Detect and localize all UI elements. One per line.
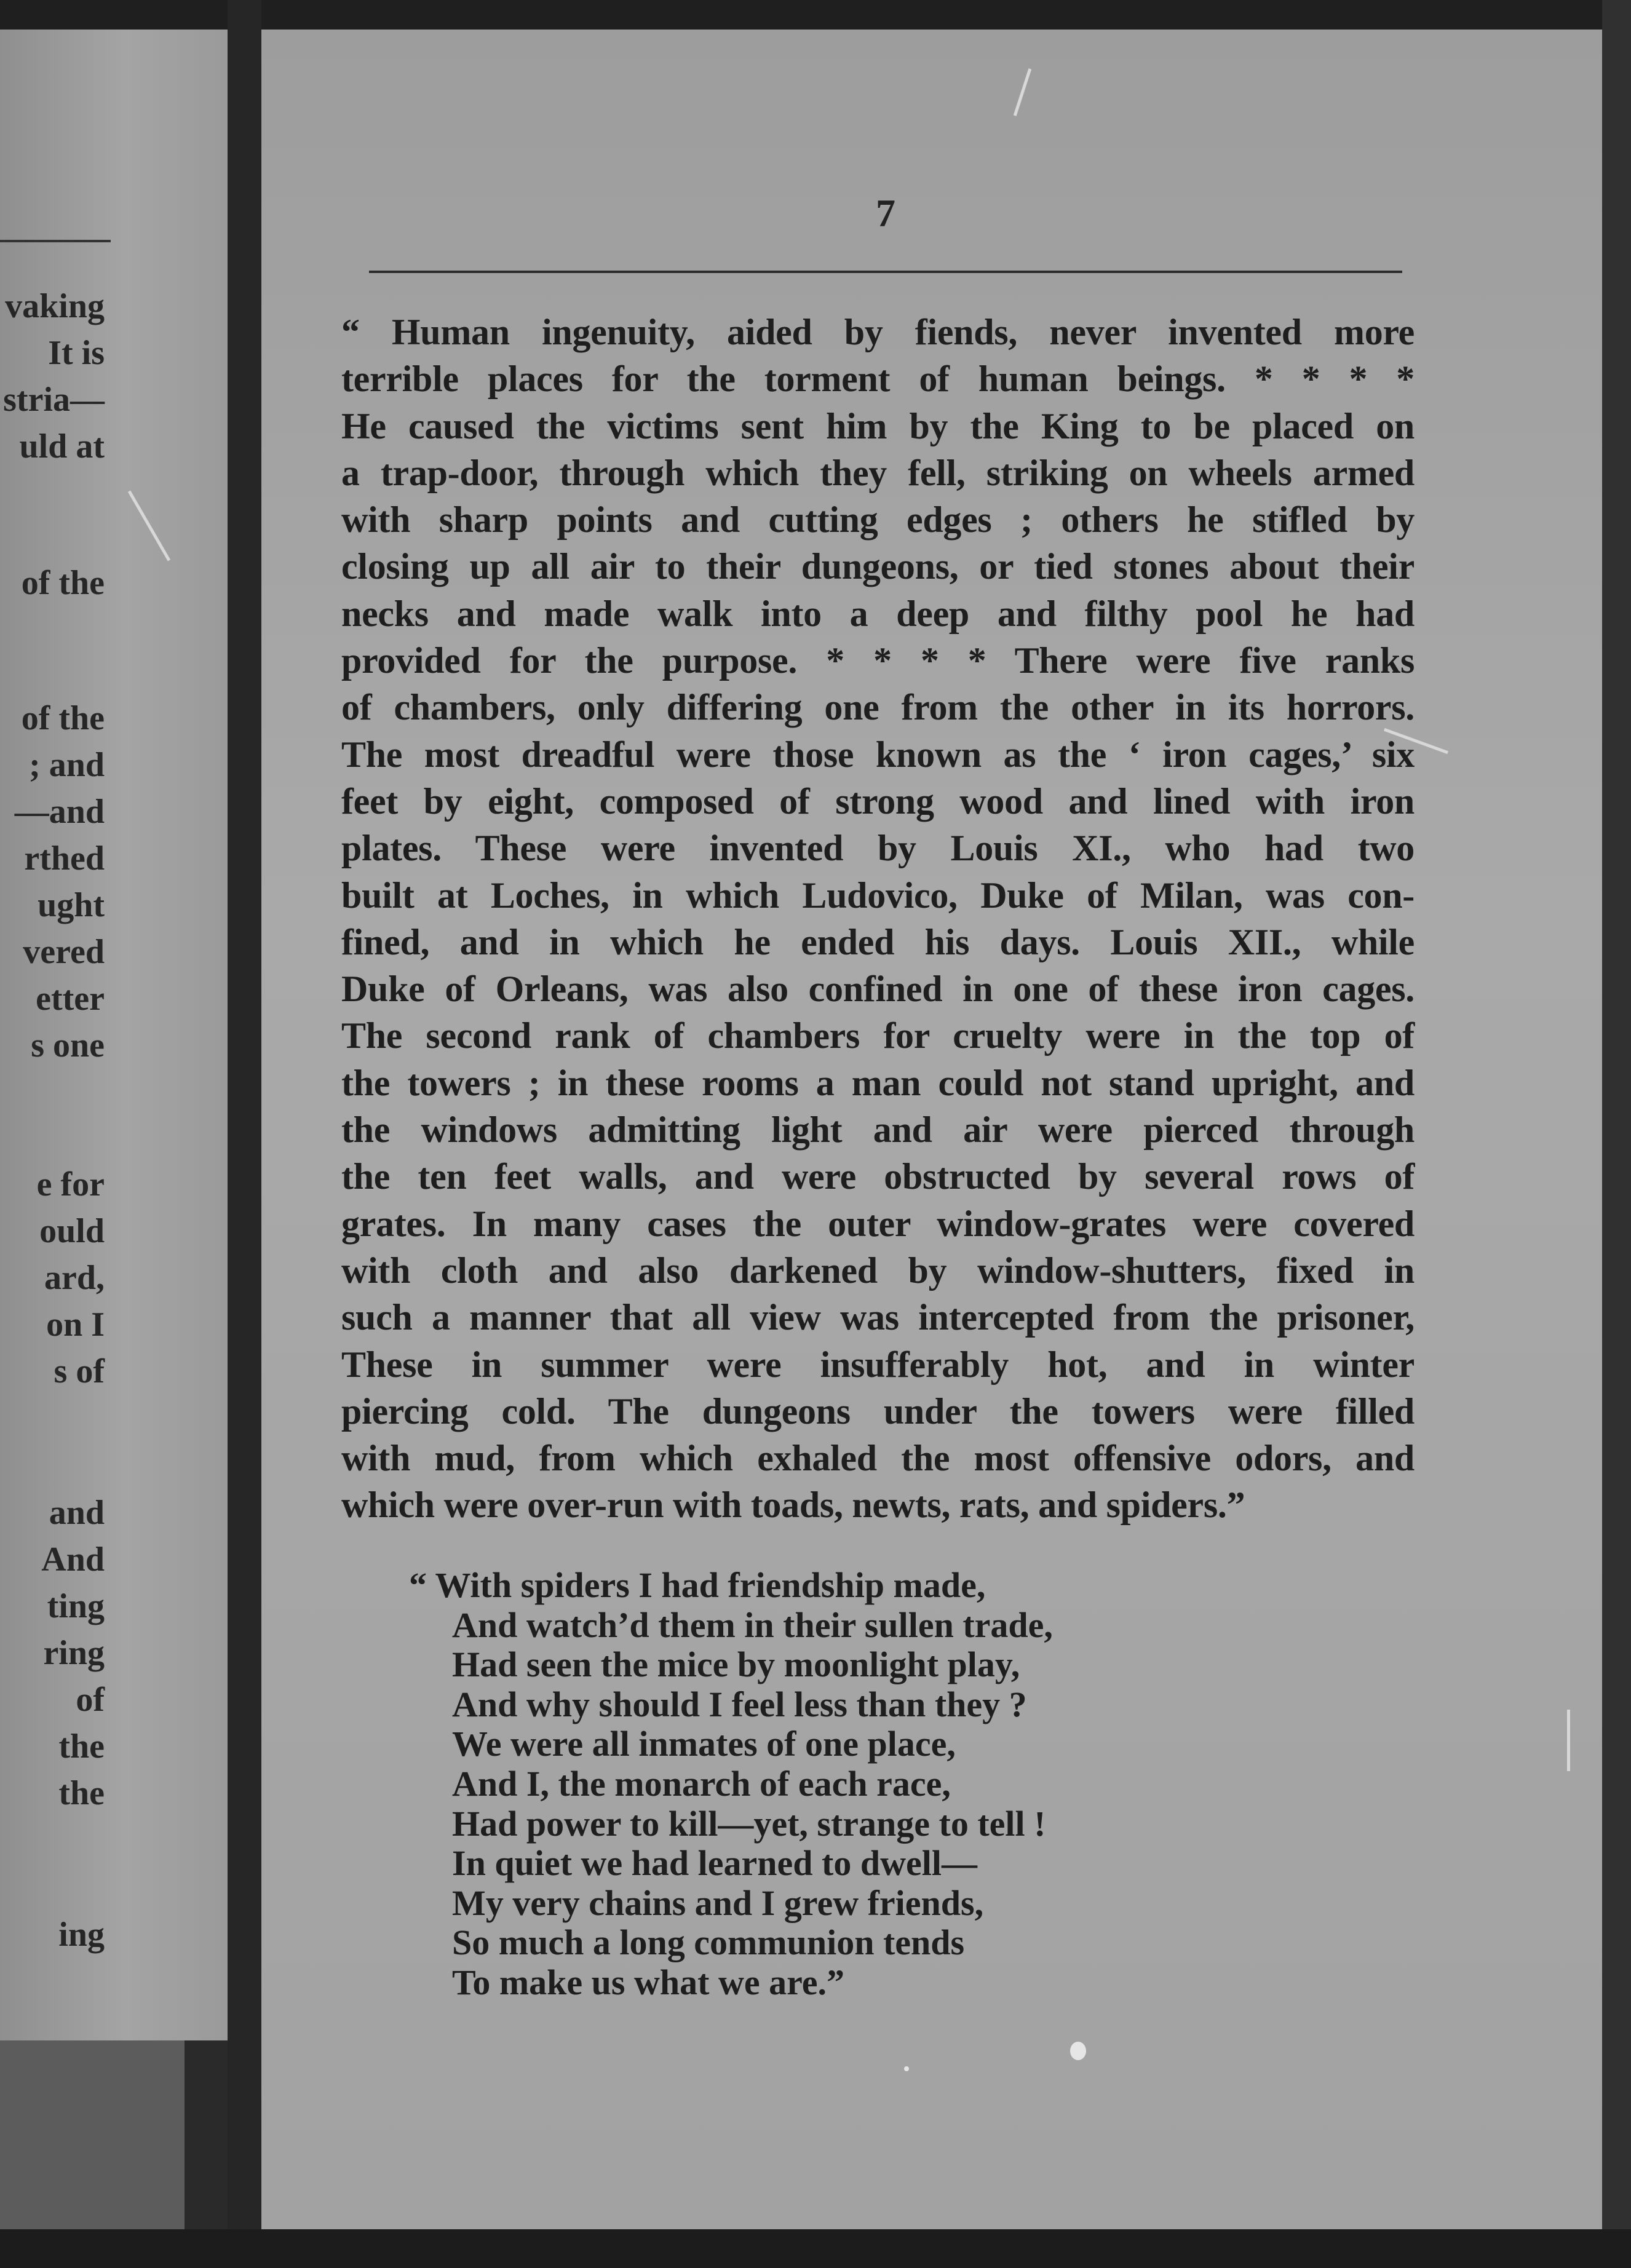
left-page-fragment: and	[49, 1494, 105, 1532]
left-page-edge	[0, 2040, 185, 2231]
text-line: the windows admitting light and air were pierced through	[341, 1109, 1415, 1151]
left-page-fragment: ught	[38, 886, 105, 924]
left-page-fragment: ould	[39, 1212, 105, 1250]
text-line: Duke of Orleans, was also confined in one of these iron cages.	[341, 969, 1415, 1010]
left-page-fragment: on I	[46, 1306, 105, 1344]
scan-bottom-border	[0, 2229, 1631, 2268]
left-page-fragment: of the	[21, 699, 105, 737]
left-page-fragment: ring	[43, 1634, 105, 1672]
verse-line: Had seen the mice by moonlight play,	[452, 1644, 1020, 1685]
left-page-fragment: s of	[54, 1352, 105, 1390]
text-line: the towers ; in these rooms a man could not stand upright, and	[341, 1062, 1415, 1103]
left-page	[0, 30, 228, 2040]
text-line: He caused the victims sent him by the King to be placed on	[341, 405, 1415, 446]
left-page-fragment: uld at	[19, 427, 105, 466]
verse-line: We were all inmates of one place,	[452, 1724, 956, 1764]
text-line: necks and made walk into a deep and filthy pool he had	[341, 593, 1415, 634]
verse-line: Had power to kill—yet, strange to tell !	[452, 1803, 1046, 1844]
text-line: fined, and in which he ended his days. Louis XII., while	[341, 921, 1415, 962]
text-line: feet by eight, composed of strong wood and lined with iron	[341, 780, 1415, 822]
left-page-fragment: —and	[14, 793, 105, 831]
film-scratch	[1567, 1710, 1570, 1771]
verse-line: In quiet we had learned to dwell—	[452, 1843, 977, 1884]
text-line: closing up all air to their dungeons, or tied stones about their	[341, 546, 1415, 587]
dust-speck	[1070, 2042, 1086, 2060]
book-gutter	[228, 0, 261, 2268]
left-page-fragment: vaking	[5, 287, 105, 325]
text-line: terrible places for the torment of human beings. * * * *	[341, 359, 1415, 400]
verse-line: To make us what we are.”	[452, 1962, 845, 2002]
verse-line: And watch’d them in their sullen trade,	[452, 1604, 1053, 1645]
left-page-fragment: rthed	[24, 839, 105, 878]
left-page-fragment: It is	[48, 334, 105, 372]
left-page-fragment: the	[58, 1727, 105, 1766]
text-line: provided for the purpose. * * * * There were five ranks	[341, 640, 1415, 681]
text-line: which were over-run with toads, newts, rats, and spiders.”	[341, 1485, 1245, 1526]
left-page-fragment: e for	[36, 1165, 105, 1203]
verse-line: So much a long communion tends	[452, 1922, 965, 1963]
left-page-fragment: of	[76, 1681, 105, 1719]
dust-speck	[904, 2066, 909, 2071]
left-page-fragment: etter	[36, 980, 105, 1018]
left-page-fragment: ing	[58, 1916, 105, 1954]
verse-line: My very chains and I grew friends,	[452, 1882, 984, 1923]
text-line: The second rank of chambers for cruelty were in the top of	[341, 1015, 1415, 1057]
text-line: a trap-door, through which they fell, striking on wheels armed	[341, 452, 1415, 493]
text-line: plates. These were invented by Louis XI., who had two	[341, 828, 1415, 869]
text-line: with sharp points and cutting edges ; others he stifled by	[341, 499, 1415, 541]
left-page-fragment: ting	[47, 1587, 105, 1625]
text-line: with mud, from which exhaled the most offensive odors, and	[341, 1438, 1415, 1479]
body-text	[341, 309, 1415, 1529]
scan-right-border	[1602, 0, 1631, 2268]
verse-line: And I, the monarch of each race,	[452, 1763, 951, 1804]
text-line: These in summer were insufferably hot, and in winter	[341, 1344, 1415, 1385]
text-line: such a manner that all view was intercepted from the prisoner,	[341, 1297, 1415, 1338]
text-line: grates. In many cases the outer window-grates were covered	[341, 1203, 1415, 1244]
left-page-fragment: the	[58, 1774, 105, 1812]
left-page-fragment: stria—	[3, 381, 105, 419]
text-line: with cloth and also darkened by window-shutters, fixed in	[341, 1250, 1415, 1291]
left-page-fragment: And	[41, 1540, 105, 1579]
text-line: The most dreadful were those known as the ‘ iron cages,’ six	[341, 734, 1415, 775]
left-page-fragment: s one	[31, 1026, 105, 1065]
text-line: piercing cold. The dungeons under the towers were filled	[341, 1390, 1415, 1432]
page-number: 7	[876, 191, 895, 235]
text-line: of chambers, only differing one from the other in its horrors.	[341, 687, 1415, 728]
verse-line: And why should I feel less than they ?	[452, 1684, 1027, 1724]
verse-line: “ With spiders I had friendship made,	[409, 1565, 986, 1605]
left-page-fragment: of the	[21, 564, 105, 602]
text-line: the ten feet walls, and were obstructed by several rows of	[341, 1156, 1415, 1197]
left-page-fragment: ; and	[29, 746, 105, 784]
header-rule	[369, 271, 1402, 273]
text-line: “ Human ingenuity, aided by fiends, never invented more	[341, 312, 1415, 352]
left-page-header-rule	[0, 240, 111, 242]
verse-quotation	[409, 1566, 1208, 2003]
left-page-fragment: ard,	[44, 1259, 105, 1297]
text-line: built at Loches, in which Ludovico, Duke of Milan, was con-	[341, 874, 1415, 916]
left-page-fragment: vered	[23, 933, 105, 971]
